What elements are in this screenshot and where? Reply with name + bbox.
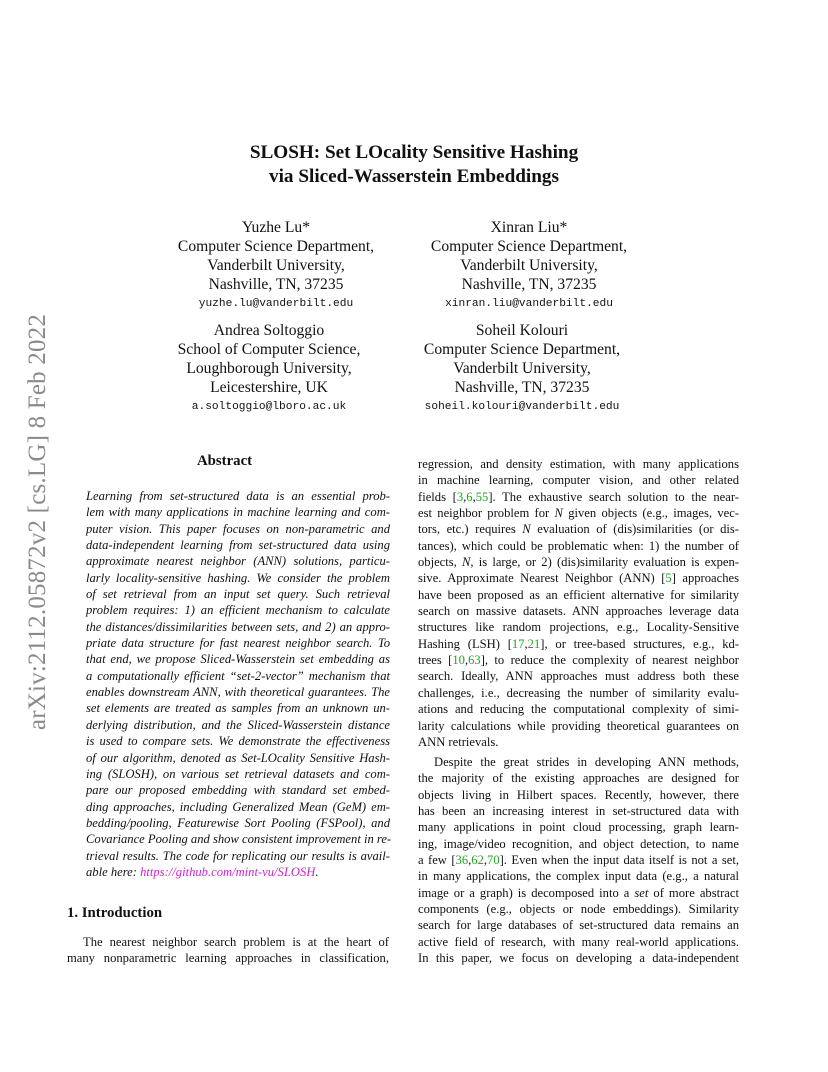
emphasis-text: set <box>634 885 649 900</box>
body-text: tors, etc.) requires <box>418 522 523 537</box>
body-text: given objects (e.g., images, vec- <box>562 506 739 521</box>
abstract-line: approximate nearest neighbor (ANN) solutions, particu- <box>86 554 390 569</box>
body-line: ations and reducing the computational complexity of simi- <box>418 702 739 717</box>
abstract-line: the distances/dissimilarities between sets, and 2) an appro- <box>86 619 390 634</box>
author-name: Xinran Liu* <box>490 219 568 236</box>
abstract-line: larly locality-sensitive hashing. We consider the problem <box>86 570 390 585</box>
body-line: search. Ideally, ANN approaches must address both these <box>418 669 739 684</box>
body-line: a few [36,62,70]. Even when the input data itself is not a set, <box>418 853 739 868</box>
abstract-line: derlying distribution, and the Sliced-Wasserstein distance <box>86 717 390 732</box>
body-text: fields [ <box>418 489 457 504</box>
body-line: many applications in point cloud processing, graph learn- <box>418 820 739 835</box>
body-text: a few [ <box>418 853 456 868</box>
right-column-paragraph-2 <box>418 754 739 966</box>
body-line <box>418 505 739 521</box>
paper-title <box>150 141 678 189</box>
body-text: , is large, or 2) (dis)similarity evaluation is expen- <box>470 555 739 570</box>
body-text: ]. Even when the input data itself is not a set, <box>499 853 739 868</box>
body-line <box>418 521 739 537</box>
author-affiliation: Computer Science Department, <box>430 238 628 255</box>
abstract-text: . <box>315 864 319 879</box>
body-text: ], to reduce the complexity of nearest neighbor <box>480 653 739 668</box>
body-line: Hashing (LSH) [17,21], or tree-based structures, e.g., kd- <box>418 636 739 651</box>
author-name: Andrea Soltoggio <box>213 322 325 339</box>
abstract-line: data-independent learning from set-structured data using <box>86 538 390 553</box>
abstract-line: pare our proposed embedding with standard set embed- <box>86 783 390 798</box>
abstract-line: trieval results. The code for replicating our results is avail- <box>86 848 390 863</box>
body-text: objects, <box>418 555 463 570</box>
abstract-line <box>86 864 390 880</box>
citation-link[interactable]: 36 <box>455 853 469 868</box>
abstract-heading: Abstract <box>197 453 253 469</box>
body-line: structures like random projections, e.g., Locality-Sensitive <box>418 620 739 635</box>
body-line: fields [3,6,55]. The exhaustive search solution to the near- <box>418 489 739 504</box>
math-symbol: N <box>522 522 531 537</box>
section-heading-introduction: 1. Introduction <box>67 905 163 921</box>
body-text: evaluation of (dis)similarities (or dis- <box>530 522 740 537</box>
body-line: In this paper, we focus on developing a data-independent <box>418 951 739 966</box>
body-line: objects living in Hilbert spaces. Recently, however, there <box>418 787 739 802</box>
abstract-line: problem requires: 1) an efficient mechanism to calculate <box>86 603 390 618</box>
author-affiliation: School of Computer Science, <box>177 341 361 358</box>
abstract-line: that end, we propose Sliced-Wasserstein set embedding as <box>86 652 390 667</box>
body-text: Hashing (LSH) [ <box>418 636 512 651</box>
citation-link[interactable]: 62 <box>471 853 484 868</box>
abstract-text: able here: <box>86 864 141 879</box>
citation-link[interactable]: 55 <box>475 489 489 504</box>
author-block <box>143 321 395 414</box>
body-line: search for large databases of set-structured data remains an <box>418 918 739 933</box>
author-affiliation: Nashville, TN, 37235 <box>454 379 590 396</box>
body-line: trees [10,63], to reduce the complexity of nearest neighbor <box>418 653 739 668</box>
abstract-line: puter vision. This paper focuses on non-parametric and <box>86 521 390 536</box>
author-name: Soheil Kolouri <box>475 322 569 339</box>
abstract-line: ing (SLOSH), on various set retrieval datasets and com- <box>86 766 390 781</box>
author-affiliation: Computer Science Department, <box>177 238 375 255</box>
abstract-line: bedding/pooling, Featurewise Sort Pooling (FSPool), and <box>86 815 390 830</box>
body-line: ing, image/video recognition, and object detection, to name <box>418 836 739 851</box>
body-line: the majority of the existing approaches are designed for <box>418 771 739 786</box>
author-affiliation: Vanderbilt University, <box>460 257 598 274</box>
body-line: search on massive datasets. ANN approaches leverage data <box>418 604 739 619</box>
author-email[interactable]: xinran.liu@vanderbilt.edu <box>445 298 613 310</box>
introduction-body <box>67 934 389 967</box>
body-text: trees [ <box>418 653 453 668</box>
citation-link[interactable]: 70 <box>487 853 500 868</box>
abstract-line: Covariance Pooling and show consistent improvement in re- <box>86 832 392 847</box>
body-line: in many applications, the complex input data (e.g., a natural <box>418 869 739 884</box>
abstract-line: set elements are treated as samples from an unknown un- <box>86 701 390 716</box>
body-line: ANN retrievals. <box>418 734 499 749</box>
citation-link[interactable]: 5 <box>665 571 672 586</box>
abstract-line: of set retrieval from an input set query. Such retrieval <box>86 587 390 602</box>
abstract-line: lem with many applications in machine learning and com- <box>86 505 390 520</box>
author-email[interactable]: yuzhe.lu@vanderbilt.edu <box>198 298 354 310</box>
body-text: ] approaches <box>671 571 740 586</box>
author-affiliation: Nashville, TN, 37235 <box>208 276 344 293</box>
body-line: regression, and density estimation, with many applications <box>418 457 739 471</box>
author-affiliation: Nashville, TN, 37235 <box>461 276 597 293</box>
author-block <box>396 321 648 414</box>
right-column-paragraph-1 <box>418 456 739 750</box>
author-email[interactable]: a.soltoggio@lboro.ac.uk <box>191 401 347 413</box>
code-link[interactable]: https://github.com/mint-vu/SLOSH <box>140 864 316 879</box>
math-symbol: N <box>462 555 471 570</box>
arxiv-side-stamp <box>16 294 60 750</box>
body-line: have been proposed as an efficient alternative for similarity <box>418 587 739 602</box>
body-line <box>418 885 739 901</box>
body-text: sive. Approximate Nearest Neighbor (ANN) [ <box>418 571 666 586</box>
citation-link[interactable]: 6 <box>466 489 473 504</box>
abstract-line: of our algorithm, denoted as Set-LOcality Sensitive Hash- <box>86 750 390 765</box>
body-line: has been an increasing interest in set-structured data with <box>418 804 739 819</box>
body-text: est neighbor problem for <box>418 506 555 521</box>
body-line: Despite the great strides in developing ANN methods, <box>434 755 739 769</box>
author-name: Yuzhe Lu* <box>242 219 310 236</box>
abstract-line: enables downstream ANN, with theoretical guarantees. The <box>86 685 390 700</box>
body-line: in machine learning, computer vision, and other related <box>418 473 739 488</box>
body-line <box>418 570 739 586</box>
author-affiliation: Loughborough University, <box>186 360 352 377</box>
abstract-line: Learning from set-structured data is an essential prob- <box>86 489 390 503</box>
abstract-line: a computationally efficient “set-2-vector” mechanism that <box>86 668 390 683</box>
body-text: of more abstract <box>648 885 739 900</box>
author-email[interactable]: soheil.kolouri@vanderbilt.edu <box>424 401 620 413</box>
abstract-line: ding approaches, including Generalized Mean (GeM) em- <box>86 799 390 814</box>
body-line <box>418 554 739 570</box>
title-line: via Sliced-Wasserstein Embeddings <box>269 166 559 187</box>
author-block <box>403 218 655 311</box>
body-line: tances), which could be problematic when: 1) the number of <box>418 538 739 553</box>
citation-link[interactable]: 63 <box>468 653 481 668</box>
author-block <box>150 218 402 311</box>
citation-link[interactable]: 21 <box>527 636 541 651</box>
body-line: components (e.g., objects or node embeddings). Similarity <box>418 902 739 917</box>
intro-line: The nearest neighbor search problem is at the heart of <box>83 935 389 949</box>
author-affiliation: Leicestershire, UK <box>210 379 328 396</box>
math-symbol: N <box>554 506 563 521</box>
author-affiliation: Computer Science Department, <box>423 341 621 358</box>
body-line: challenges, i.e., decreasing the number of similarity evalu- <box>418 685 739 700</box>
title-line: SLOSH: Set LOcality Sensitive Hashing <box>249 142 579 163</box>
abstract-line: priate data structure for fast nearest neighbor search. To <box>86 636 390 651</box>
abstract-body <box>86 488 390 880</box>
abstract-line: is used to compare sets. We demonstrate the effectiveness <box>86 734 390 749</box>
arxiv-identifier[interactable]: arXiv:2112.05872v2 [cs.LG] 8 Feb 2022 <box>24 313 51 731</box>
citation-link[interactable]: 17 <box>511 636 525 651</box>
intro-line: many nonparametric learning approaches in classification, <box>67 951 389 966</box>
citation-link[interactable]: 3 <box>456 489 464 504</box>
body-text: ], or tree-based structures, e.g., kd- <box>540 636 739 651</box>
body-text: image or a graph) is decomposed into a <box>418 885 635 900</box>
author-affiliation: Vanderbilt University, <box>453 360 591 377</box>
body-text: ]. The exhaustive search solution to the near- <box>488 489 739 504</box>
citation-link[interactable]: 10 <box>452 653 465 668</box>
author-affiliation: Vanderbilt University, <box>207 257 345 274</box>
body-line: larity calculations while providing theoretical guarantees on <box>418 718 739 733</box>
body-line: active field of research, with many real-world applications. <box>418 934 739 949</box>
